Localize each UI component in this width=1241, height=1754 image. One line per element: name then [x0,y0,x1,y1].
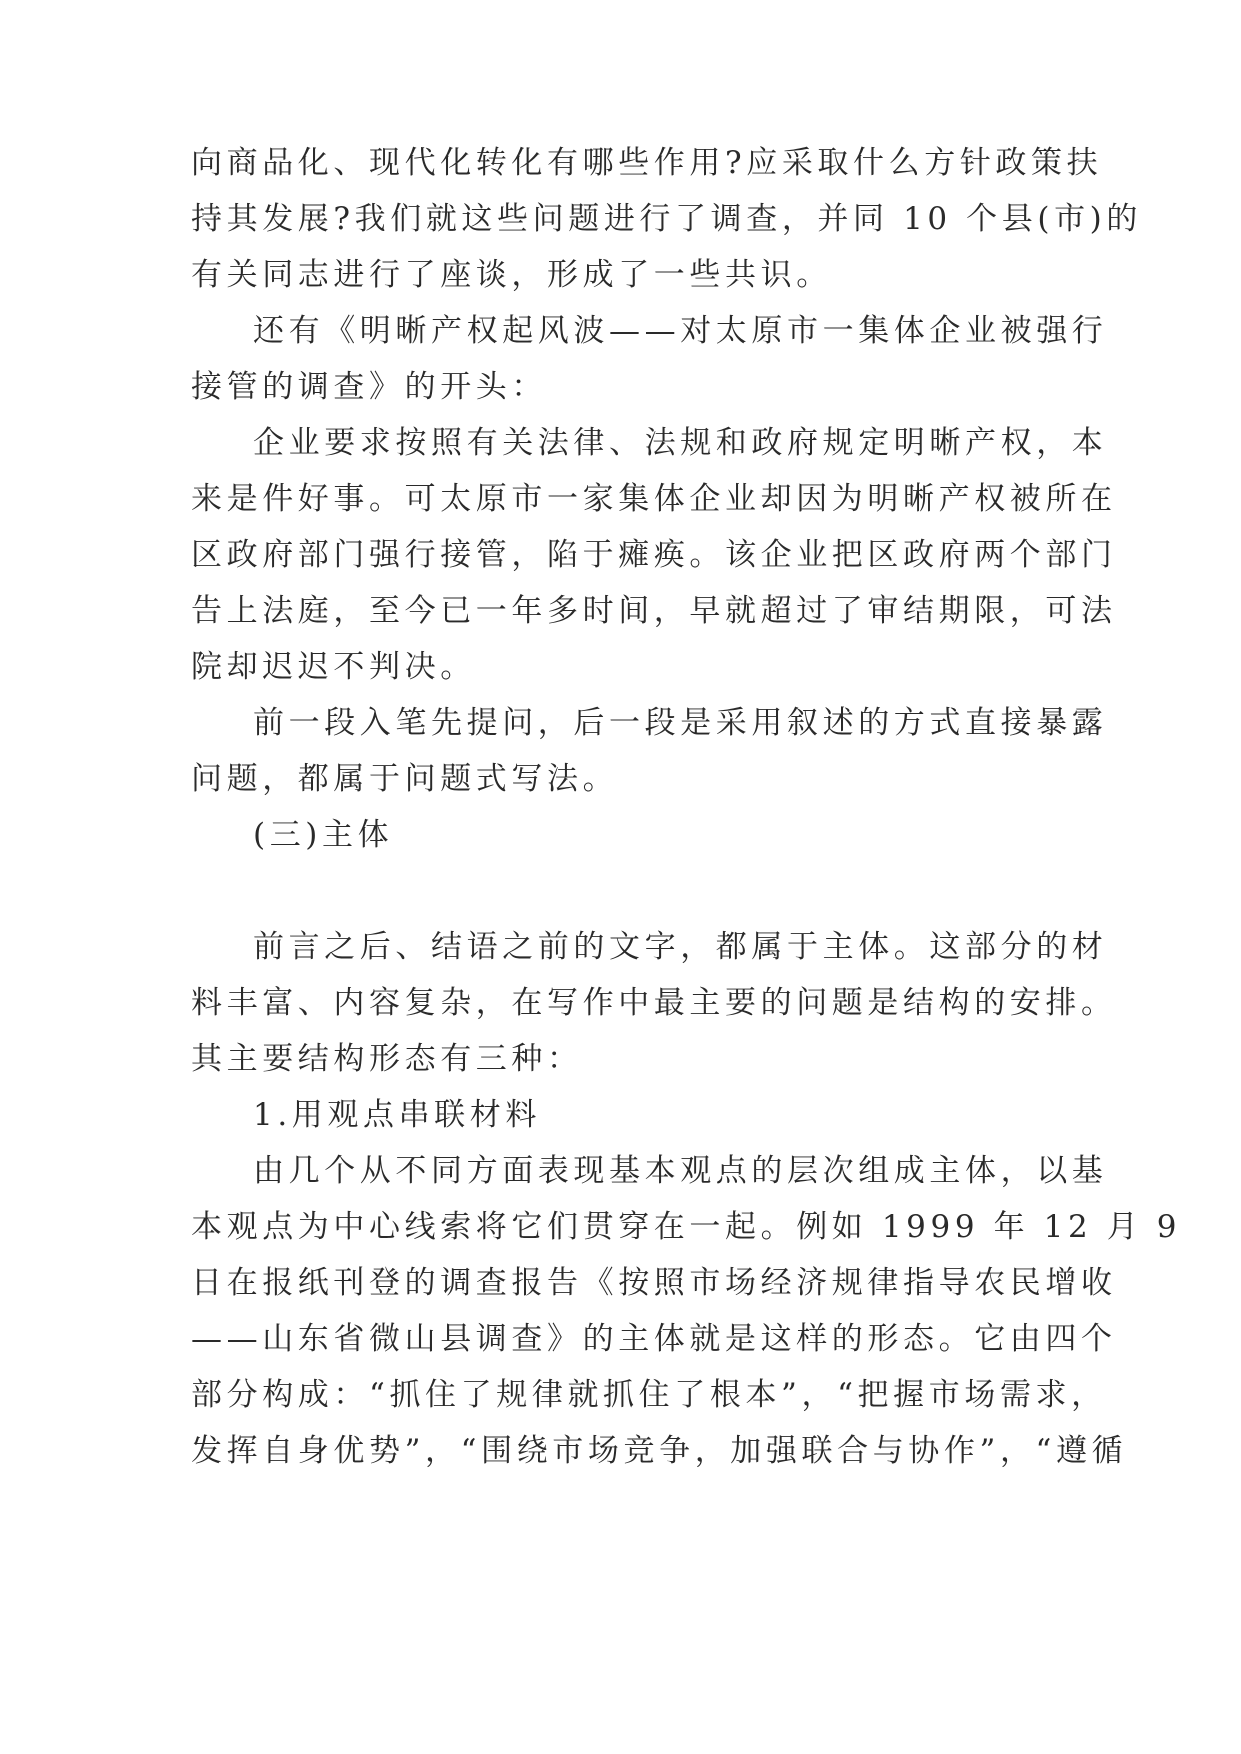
text-line: 区政府部门强行接管，陷于瘫痪。该企业把区政府两个部门 [191,537,1117,573]
text-line: 本观点为中心线索将它们贯穿在一起。例如 1999 年 12 月 9 [191,1209,1182,1245]
text-line: 来是件好事。可太原市一家集体企业却因为明晰产权被所在 [191,481,1117,517]
paragraph-start-line: 由几个从不同方面表现基本观点的层次组成主体，以基 [253,1153,1108,1189]
text-line: 有关同志进行了座谈，形成了一些共识。 [191,257,832,293]
paragraph-start-line: 企业要求按照有关法律、法规和政府规定明晰产权，本 [253,425,1108,461]
text-line: 院却迟迟不判决。 [191,649,476,685]
paragraph-start-line: 前言之后、结语之前的文字，都属于主体。这部分的材 [253,929,1108,965]
paragraph-start-line: 还有《明晰产权起风波——对太原市一集体企业被强行 [253,313,1108,349]
text-line: 接管的调查》的开头： [191,369,547,405]
text-line: 告上法庭，至今已一年多时间，早就超过了审结期限，可法 [191,593,1117,629]
text-line: 其主要结构形态有三种： [191,1041,583,1077]
paragraph-start-line: 前一段入笔先提问，后一段是采用叙述的方式直接暴露 [253,705,1108,741]
text-line: 问题，都属于问题式写法。 [191,761,619,797]
subsection-heading: 1.用观点串联材料 [253,1097,541,1133]
text-line: 持其发展?我们就这些问题进行了调查，并同 10 个县(市)的 [191,201,1142,237]
text-line: 日在报纸刊登的调查报告《按照市场经济规律指导农民增收 [191,1265,1117,1301]
text-line: 发挥自身优势”，“围绕市场竞争，加强联合与协作”，“遵循 [191,1433,1128,1469]
text-line: 部分构成：“抓住了规律就抓住了根本”，“把握市场需求， [191,1377,1107,1413]
text-line: ——山东省微山县调查》的主体就是这样的形态。它由四个 [191,1321,1117,1357]
text-line: 料丰富、内容复杂，在写作中最主要的问题是结构的安排。 [191,985,1117,1021]
text-line: 向商品化、现代化转化有哪些作用?应采取什么方针政策扶 [191,145,1103,181]
section-heading: (三)主体 [253,817,394,853]
